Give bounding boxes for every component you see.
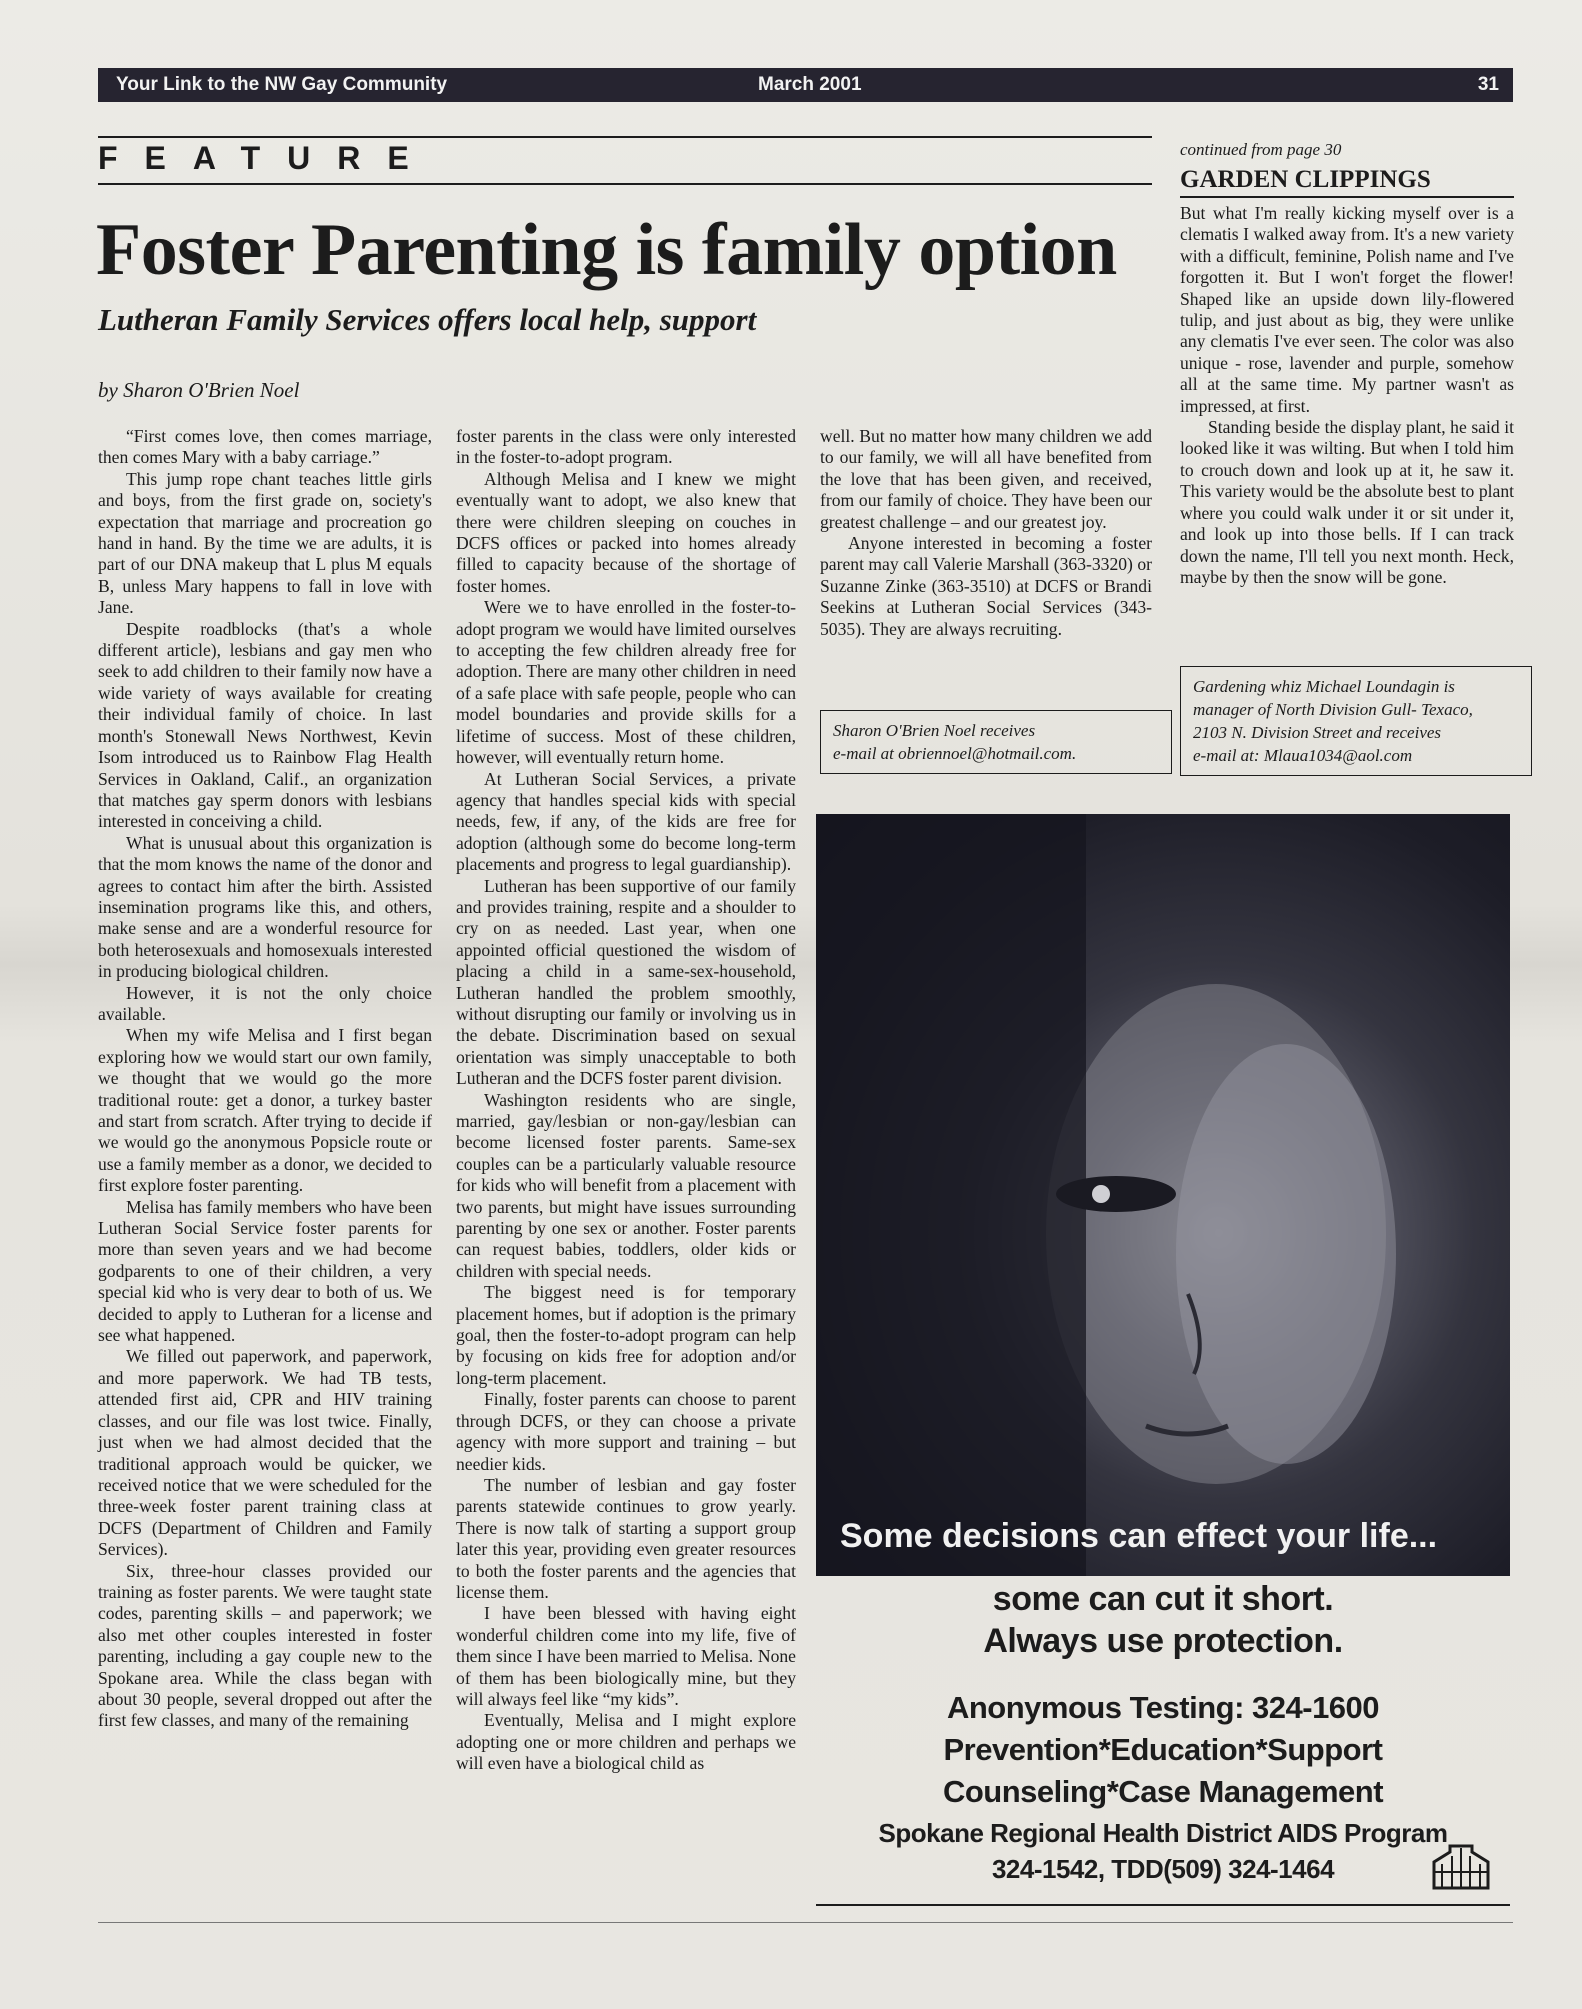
paragraph: Eventually, Melisa and I might explore adopting one or more children and perhaps we will even have a biological child as [456, 1710, 796, 1774]
paragraph: Lutheran has been supportive of our family and provides training, respite and a shoulder to cry on as needed. Last year, when one appointed official questioned the wisdom of placing a child in a same-sex-household, Lutheran handled the problem smoothly, without disrupting our family or involving us in the debate. Discrimination based on sexual orientation was simply unacceptable to both Lutheran and the DCFS foster parent division. [456, 875, 796, 1089]
ad-portrait-photo [816, 814, 1510, 1576]
paragraph: This jump rope chant teaches little girls and boys, from the first grade on, society's expectation that marriage and procreation go hand in hand. By the time we are adults, it is part of our DNA makeup that L plus M equals B, unless Mary happens to fall in love with Jane. [98, 468, 432, 618]
portrait-silhouette [816, 814, 1510, 1576]
ad-services-line-2: Counseling*Case Management [942, 1774, 1384, 1809]
header-date: March 2001 [758, 74, 862, 95]
page-header-bar [98, 68, 1513, 102]
garden-bio-box [1180, 666, 1532, 776]
paragraph: Finally, foster parents can choose to parent through DCFS, or they can choose a private agency with more support and training – but needier kids. [456, 1389, 796, 1474]
page-number: 31 [1477, 74, 1499, 95]
paragraph: When my wife Melisa and I first began exploring how we would start our own family, we thought that we would go the more traditional route: get a donor, a turkey baster and start from scratch. After trying to decide if we would go the anonymous Popsicle route or use a family member as a donor, we decided to first explore foster parenting. [98, 1025, 432, 1196]
paragraph: Anyone interested in becoming a foster parent may call Valerie Marshall (363-3320) or Suzanne Zinke (363-3510) at DCFS or Brandi Seekins at Lutheran Social Services (343-5035). They are always recruiting. [820, 533, 1152, 639]
paragraph: At Lutheran Social Services, a private agency that handles special kids with special needs, few, if any, of the kids are free for adoption (although some do become long-term placements and progress to legal guardianship). [456, 768, 796, 875]
paragraph: Washington residents who are single, married, gay/lesbian or non-gay/lesbian can become licensed foster parents. Same-sex couples can be a particularly valuable resource for kids who will benefit from a placement with two parents, but might have issues surrounding parenting by one sex or another. Foster parents can request babies, toddlers, older kids or children with special needs. [456, 1089, 796, 1281]
paragraph: Melisa has family members who have been Lutheran Social Service foster parents for more than seven years and we had become godparents to one of their children, a very special kid who is very dear to both of us. We decided to apply to Lutheran for a license and see what happened. [98, 1196, 432, 1346]
bio-line: Gardening whiz Michael Loundagin is [1193, 677, 1455, 696]
garden-column [1180, 203, 1514, 588]
section-label: FEATURE [98, 140, 436, 176]
paragraph: Standing beside the display plant, he said it looked like it was wilting. But when I told him to crouch down and look up at it, he saw it. This variety would be the absolute best to plant where you could walk under it or sit under it, and look up into those bells. If I can track down the name, I'll tell you next month. Heck, maybe by then the snow will be gone. [1180, 417, 1514, 587]
continued-note: continued from page 30 [1180, 140, 1342, 159]
paragraph: The number of lesbian and gay foster parents statewide continues to grow yearly. There is now talk of starting a support group later this year, providing even greater resources to both the foster parents and the agencies that license them. [456, 1474, 796, 1602]
paragraph: Despite roadblocks (that's a whole different article), lesbians and gay men who seek to add children to their family now have a wide variety of ways available for creating their individual family of choice. In last month's Stonewall News Northwest, Kevin Isom introduced us to Rainbow Flag Health Services in Oakland, Calif., an organization that matches gay sperm donors with lesbians interested in conceiving a child. [98, 618, 432, 832]
paragraph: well. But no matter how many children we add to our family, we will all have benefited from the love that has been given, and received, from our family of choice. They have been our greatest challenge – and our greatest joy. [820, 426, 1152, 532]
garden-clippings-title: GARDEN CLIPPINGS [1180, 166, 1431, 193]
ad-bottom-rule [816, 1904, 1510, 1906]
article-headline: Foster Parenting is family option [96, 209, 1117, 291]
article-byline: by Sharon O'Brien Noel [98, 378, 300, 402]
ad-testing-line: Anonymous Testing: 324-1600 [946, 1690, 1380, 1725]
paragraph: Were we to have enrolled in the foster-to-adopt program we would have limited ourselves to accepting the few children already free for adoption. There are many other children in need of a safe place with safe people, people who can model boundaries and provide skills for a lifetime of success. Most of these children, however, will eventually return home. [456, 597, 796, 768]
ad-caption: Some decisions can effect your life... [840, 1517, 1438, 1555]
bio-email-line: e-mail at: Mlaua1034@aol.com [1193, 746, 1413, 765]
ad-tagline-2: Always use protection. [983, 1622, 1343, 1660]
paragraph: I have been blessed with having eight wonderful children come into my life, five of them since I have been married to Melisa. None of them has been biologically mine, but they will always feel like “my kids”. [456, 1603, 796, 1709]
author-bio-box [820, 710, 1172, 774]
bio-line: 2103 N. Division Street and receives [1193, 723, 1442, 742]
header-tagline: Your Link to the NW Gay Community [116, 74, 448, 95]
feature-top-rule [98, 136, 1152, 138]
health-district-logo-icon [1428, 1838, 1494, 1892]
paragraph: However, it is not the only choice available. [98, 982, 432, 1024]
paragraph: “First comes love, then comes marriage, then comes Mary with a baby carriage.” [98, 426, 432, 468]
bio-email-line: e-mail at obriennoel@hotmail.com. [833, 744, 1077, 763]
garden-title-rule [1180, 196, 1514, 198]
ad-phone-line: 324-1542, TDD(509) 324-1464 [991, 1854, 1335, 1884]
feature-bottom-rule [98, 183, 1152, 185]
page-bottom-rule [98, 1922, 1513, 1923]
bio-line: Sharon O'Brien Noel receives [833, 721, 1036, 740]
paragraph: Although Melisa and I knew we might eventually want to adopt, we also knew that there were children sleeping on couches in DCFS offices or packed into homes already filled to capacity because of the shortage of foster homes. [456, 468, 796, 596]
paragraph: The biggest need is for temporary placement homes, but if adoption is the primary goal, then the foster-to-adopt program can help by focusing on kids free for adoption and/or long-term placement. [456, 1282, 796, 1388]
ad-program-name: Spokane Regional Health District AIDS Program [878, 1818, 1448, 1848]
article-subhead: Lutheran Family Services offers local help, support [98, 302, 757, 337]
paragraph: What is unusual about this organization is that the mom knows the name of the donor and agrees to contact him after the birth. Assisted insemination programs like this, and others, make sense and are a wonderful resource for both heterosexuals and homosexuals interested in producing biological children. [98, 832, 432, 982]
paragraph: Six, three-hour classes provided our training as foster parents. We were taught state codes, parenting skills – and paperwork; we also met other couples interested in foster parenting, including a gay couple new to the Spokane area. While the class began with about 30 people, several dropped out after the first few classes, and many of the remaining [98, 1560, 432, 1731]
paragraph: We filled out paperwork, and paperwork, and more paperwork. We had TB tests, attended first aid, CPR and HIV training classes, and our file was lost twice. Finally, just when we had almost decided that the traditional approach would be quicker, we received notice that we were scheduled for the three-week foster parent training class at DCFS (Department of Children and Family Services). [98, 1346, 432, 1560]
paragraph: foster parents in the class were only interested in the foster-to-adopt program. [456, 426, 796, 468]
article-column-3 [820, 426, 1152, 640]
ad-tagline-1: some can cut it short. [992, 1580, 1334, 1618]
ad-services-line: Prevention*Education*Support [943, 1732, 1383, 1767]
article-column-2 [456, 426, 796, 1775]
article-column-1 [98, 426, 432, 1732]
paragraph: But what I'm really kicking myself over is a clematis I walked away from. It's a new variety with a difficult, feminine, Polish name and I've forgotten it. But I won't forget the flower! Shaped like an upside down lily-flowered tulip, and just about as big, they were unlike any clematis I've ever seen. The color was also unique - rose, lavender and purple, somehow all at the same time. My partner wasn't as impressed, at first. [1180, 203, 1514, 416]
bio-line: manager of North Division Gull- Texaco, [1193, 700, 1473, 719]
